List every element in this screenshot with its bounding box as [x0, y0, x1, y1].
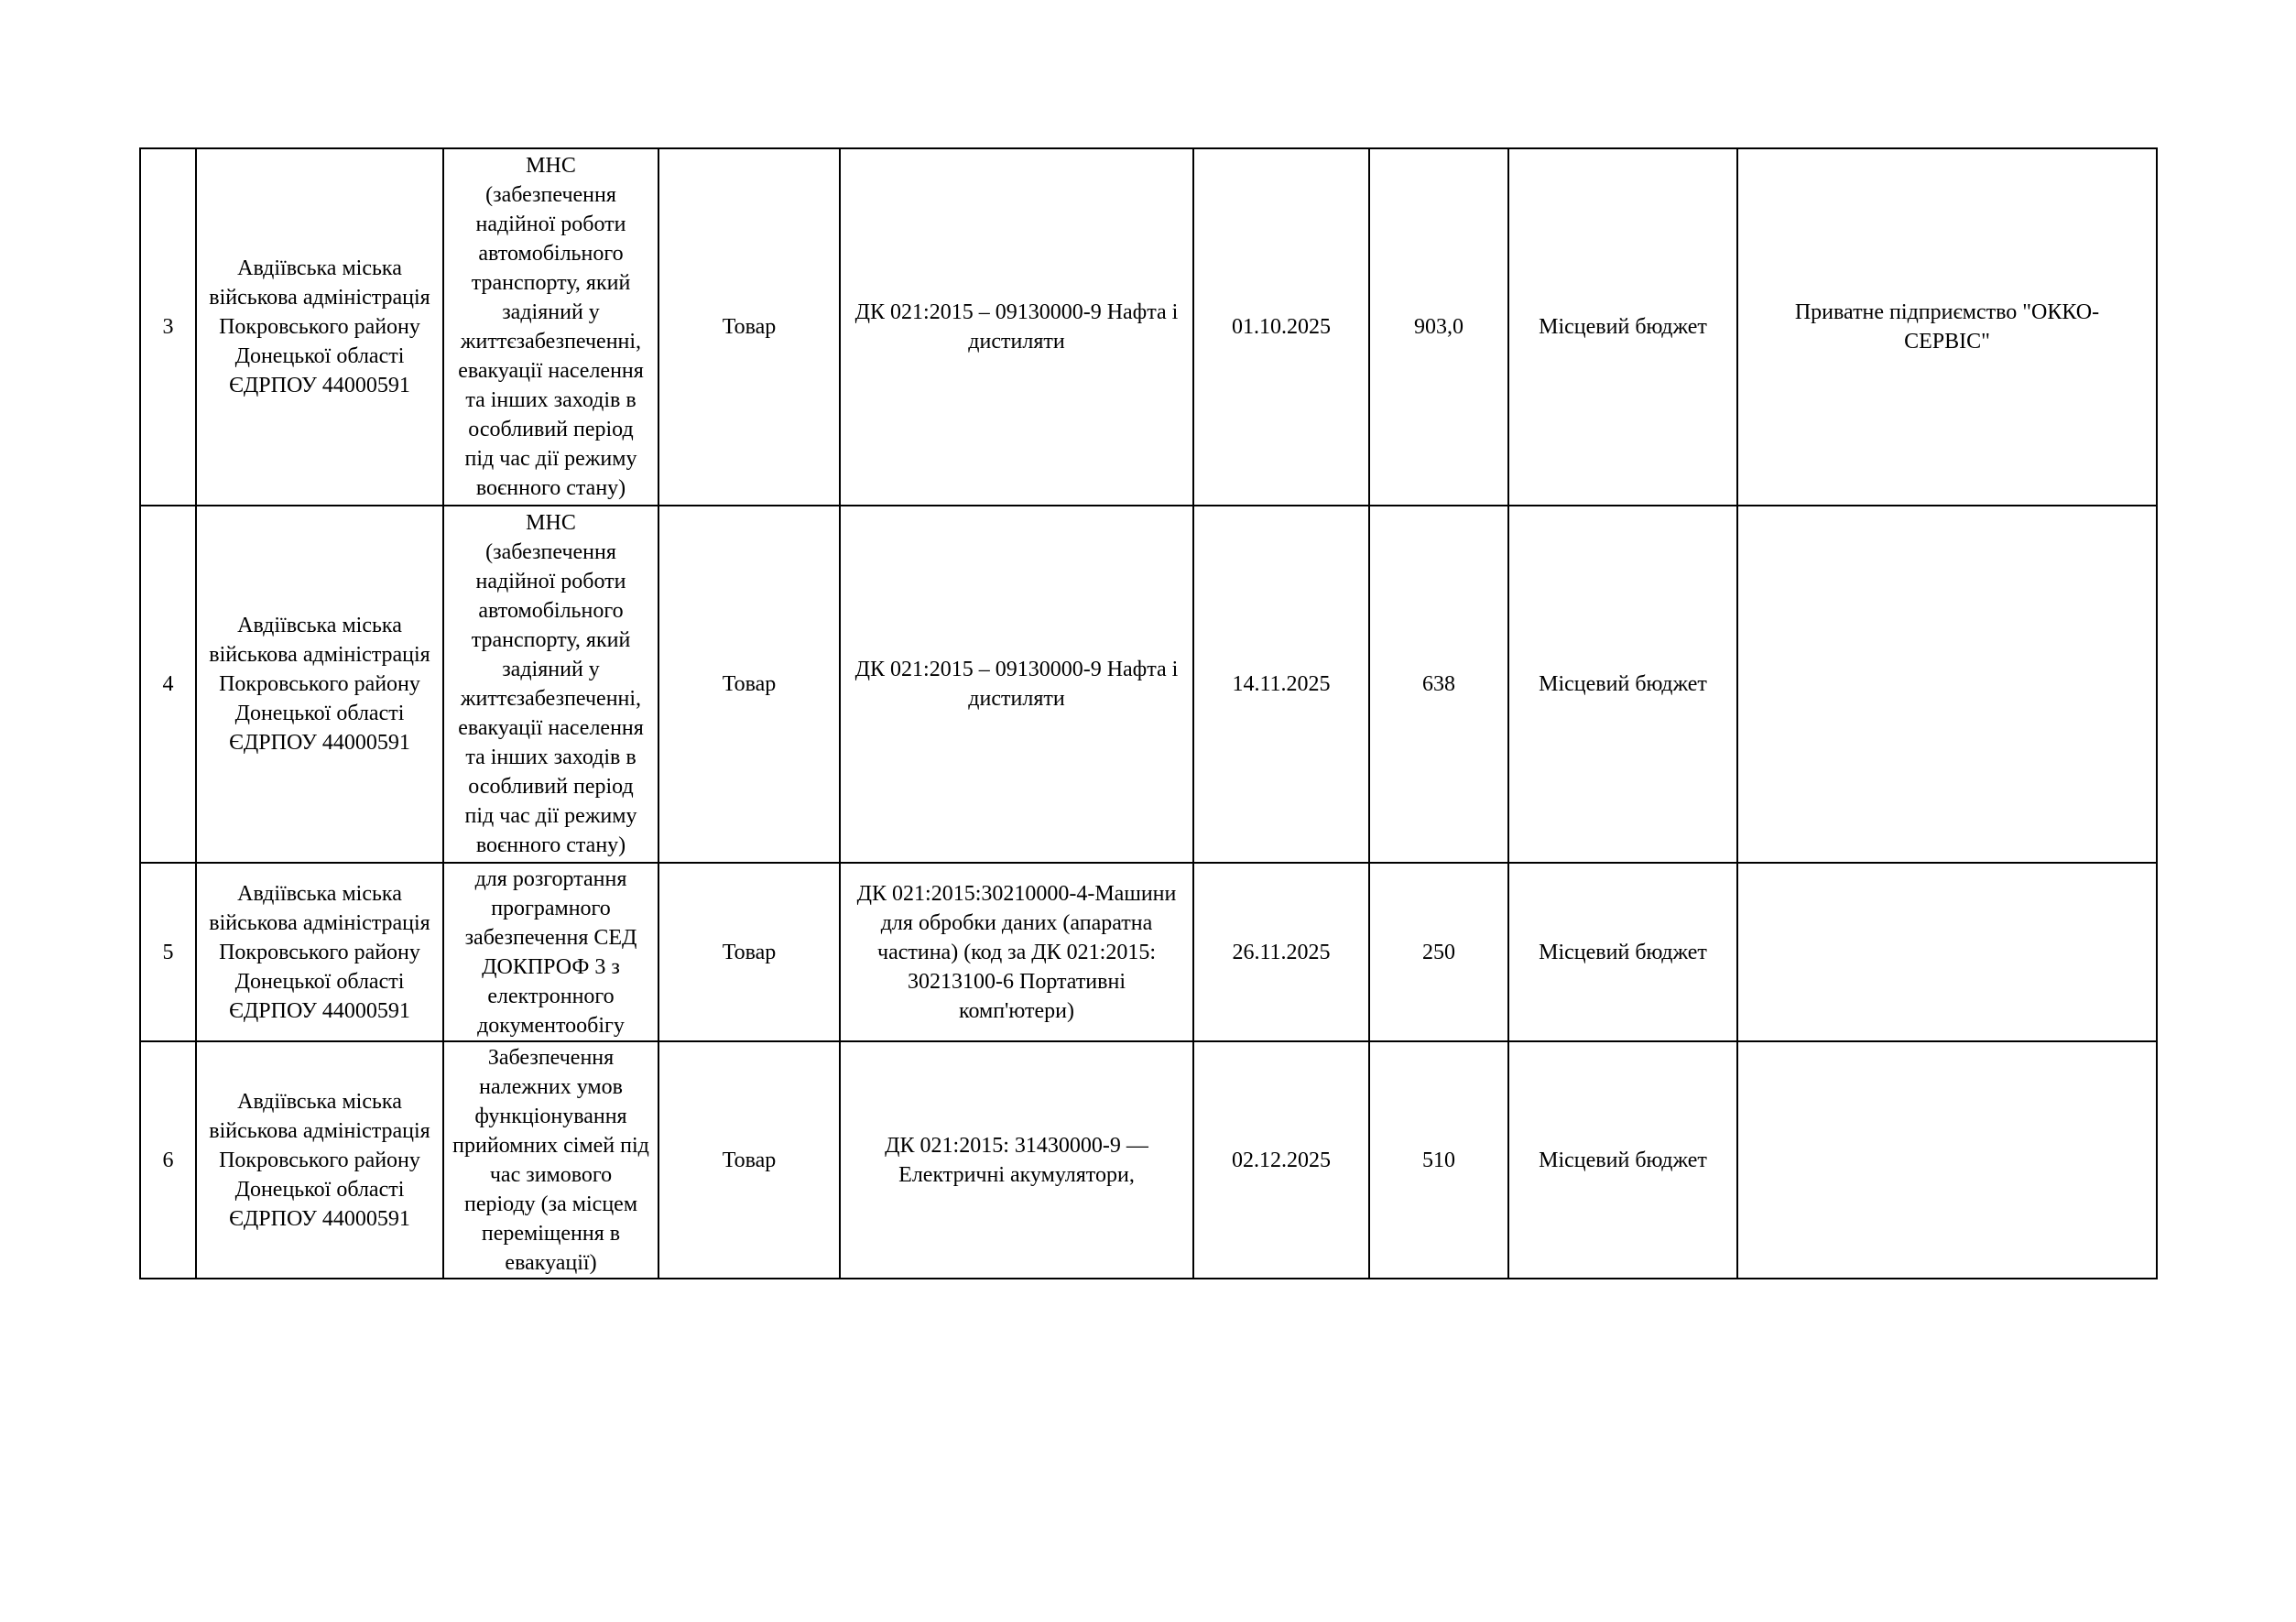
- amount-cell: 250: [1369, 863, 1508, 1041]
- purpose-cell: МНС (забезпечення надійної роботи автомобільного транспорту, який задіяний у життєзабезпеченні, евакуації населення та інших заходів в особливий період під час дії режиму воєнного стану): [443, 506, 658, 863]
- table-row: [140, 506, 2157, 863]
- table-row: [140, 863, 2157, 1041]
- customer-cell: Авдіївська міська військова адміністрація Покровського району Донецької області ЄДРПОУ 44000591: [196, 506, 443, 863]
- customer-cell: Авдіївська міська військова адміністрація Покровського району Донецької області ЄДРПОУ 44000591: [196, 863, 443, 1041]
- date-cell: 26.11.2025: [1193, 863, 1369, 1041]
- funding-source-cell: Місцевий бюджет: [1508, 1041, 1737, 1279]
- purpose-cell: МНС (забезпечення надійної роботи автомобільного транспорту, який задіяний у життєзабезпеченні, евакуації населення та інших заходів в особливий період під час дії режиму воєнного стану): [443, 148, 658, 506]
- table-row: [140, 1041, 2157, 1279]
- date-cell: 14.11.2025: [1193, 506, 1369, 863]
- amount-cell: 510: [1369, 1041, 1508, 1279]
- supplier-cell: Приватне підприємство "ОККО- СЕРВІС": [1737, 148, 2157, 506]
- purpose-cell: для розгортання програмного забезпечення СЕД ДОКПРОФ 3 з електронного документообігу: [443, 863, 658, 1041]
- cpv-code-cell: ДК 021:2015: 31430000-9 — Електричні акумулятори,: [840, 1041, 1193, 1279]
- supplier-cell: [1737, 863, 2157, 1041]
- cpv-code-cell: ДК 021:2015 – 09130000-9 Нафта і дистиляти: [840, 148, 1193, 506]
- procurement-table: [139, 147, 2158, 1279]
- date-cell: 02.12.2025: [1193, 1041, 1369, 1279]
- cpv-code-cell: ДК 021:2015:30210000-4-Машини для обробки даних (апаратна частина) (код за ДК 021:2015: 30213100-6 Портативні комп'ютери): [840, 863, 1193, 1041]
- funding-source-cell: Місцевий бюджет: [1508, 863, 1737, 1041]
- funding-source-cell: Місцевий бюджет: [1508, 506, 1737, 863]
- row-number-cell: 3: [140, 148, 196, 506]
- cpv-code-cell: ДК 021:2015 – 09130000-9 Нафта і дистиляти: [840, 506, 1193, 863]
- item-type-cell: Товар: [658, 148, 840, 506]
- funding-source-cell: Місцевий бюджет: [1508, 148, 1737, 506]
- customer-cell: Авдіївська міська військова адміністрація Покровського району Донецької області ЄДРПОУ 44000591: [196, 1041, 443, 1279]
- amount-cell: 903,0: [1369, 148, 1508, 506]
- supplier-cell: [1737, 506, 2157, 863]
- customer-cell: Авдіївська міська військова адміністрація Покровського району Донецької області ЄДРПОУ 44000591: [196, 148, 443, 506]
- row-number-cell: 5: [140, 863, 196, 1041]
- item-type-cell: Товар: [658, 1041, 840, 1279]
- row-number-cell: 4: [140, 506, 196, 863]
- date-cell: 01.10.2025: [1193, 148, 1369, 506]
- purpose-cell: Забезпечення належних умов функціонування прийомних сімей під час зимового періоду (за місцем переміщення в евакуації): [443, 1041, 658, 1279]
- supplier-cell: [1737, 1041, 2157, 1279]
- table-row: [140, 148, 2157, 506]
- row-number-cell: 6: [140, 1041, 196, 1279]
- item-type-cell: Товар: [658, 506, 840, 863]
- amount-cell: 638: [1369, 506, 1508, 863]
- item-type-cell: Товар: [658, 863, 840, 1041]
